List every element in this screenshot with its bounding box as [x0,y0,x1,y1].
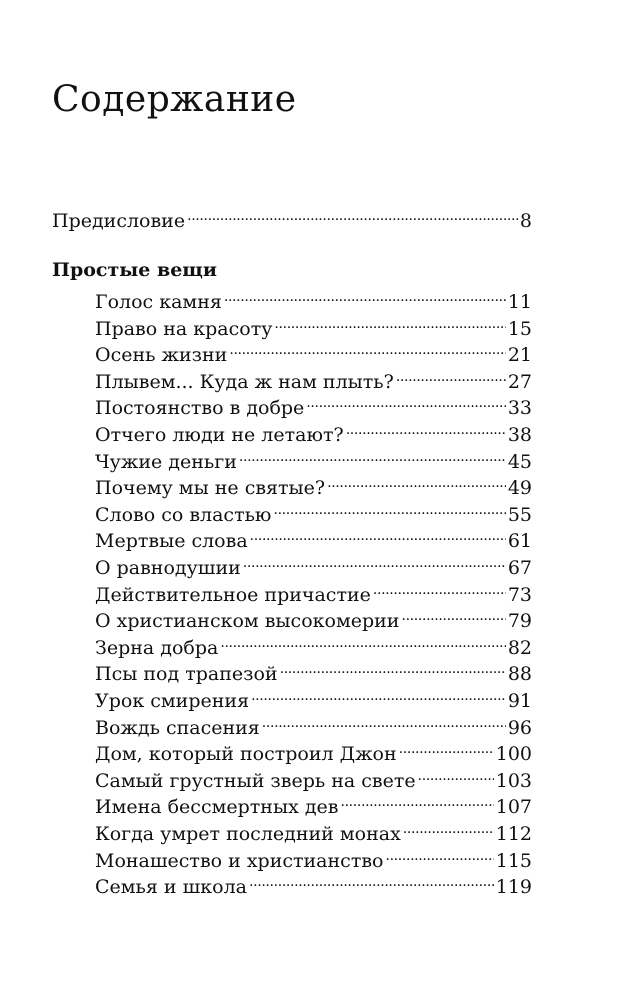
toc-entry-page-number: 100 [495,743,532,766]
dot-leader [262,710,506,734]
dot-leader [399,736,494,760]
toc-entry-page-number: 15 [507,317,532,340]
toc-entry-label: Самый грустный зверь на свете [95,769,416,792]
toc-entry-page-number: 11 [507,291,532,313]
toc-entry-label: Монашество и христианство [95,849,384,872]
dot-leader [385,843,493,867]
toc-entry[interactable] [95,311,532,341]
toc-entry-label: Голос камня [95,291,222,313]
toc-entry-label: Урок смирения [95,690,250,712]
toc-entry-label: О христианском высокомерии [95,610,400,633]
dot-leader [306,390,506,414]
dot-leader [401,603,505,627]
toc-entry-label: Постоянство в добре [95,397,305,420]
toc-entry-label: Имена бессмертных дев [95,796,339,819]
toc-entry-page-number: 49 [507,477,532,500]
toc-entry[interactable] [95,444,532,474]
toc-entry-label: Отчего люди не летают? [95,424,344,446]
toc-entry-page-number: 96 [507,716,532,739]
toc-entry[interactable] [95,789,532,819]
toc-entry-preface[interactable] [52,203,532,233]
toc-entry[interactable] [95,577,532,607]
toc-entry-page-number: 67 [507,557,532,579]
toc-entry[interactable] [95,736,532,766]
toc-entry-page-number: 8 [519,210,532,232]
dot-leader [224,284,506,308]
toc-entry[interactable] [95,603,532,633]
toc-entry-page-number: 112 [495,823,532,845]
toc-entry-label: Действительное причастие [95,583,371,606]
toc-entry-page-number: 107 [495,796,532,819]
toc-entry-label: Почему мы не святые? [95,477,326,500]
toc-entry-page-number: 79 [507,610,532,633]
dot-leader [274,311,505,335]
toc-entry-label: Предисловие [52,210,186,232]
dot-leader [346,417,506,441]
toc-entry[interactable] [95,816,532,846]
dot-leader [187,203,518,227]
toc-entry-label: Осень жизни [95,344,228,367]
toc-entry[interactable] [95,869,532,899]
dot-leader [249,869,494,893]
toc-entry-label: Плывем... Куда ж нам плыть? [95,370,394,393]
toc-entry-page-number: 73 [507,583,532,606]
toc-entry-label: Мертвые слова [95,530,248,553]
toc-entry[interactable] [95,550,532,580]
toc-entry-label: Вождь спасения [95,716,260,739]
dot-leader [250,523,506,547]
toc-entry[interactable] [95,364,532,394]
dot-leader [373,577,506,601]
toc-entry-label: Право на красоту [95,317,273,340]
dot-leader [220,630,505,654]
toc-entry[interactable] [95,683,532,713]
toc-entry-label: Когда умрет последний монах [95,823,401,845]
toc-entry-page-number: 45 [507,450,532,473]
toc-entry-label: Псы под трапезой [95,663,278,686]
toc-entry[interactable] [95,470,532,500]
toc-entry-page-number: 27 [507,370,532,393]
dot-leader [403,816,494,840]
toc-entry[interactable] [95,337,532,367]
toc-entry-label: О равнодушии [95,557,241,579]
toc-entry-page-number: 21 [507,344,532,367]
dot-leader [327,470,506,494]
toc-entry-page-number: 103 [495,769,532,792]
toc-entry-page-number: 115 [495,849,532,872]
toc-entry[interactable] [95,497,532,527]
toc-entry-page-number: 55 [507,503,532,526]
toc-entry[interactable] [95,656,532,686]
toc-entry-page-number: 33 [507,397,532,420]
toc-entry-page-number: 38 [507,424,532,446]
toc-entry-label: Зерна добра [95,636,219,659]
dot-leader [229,337,505,361]
toc-entry[interactable] [95,390,532,420]
toc-entry-page-number: 91 [507,690,532,712]
toc-entry-label: Дом, который построил Джон [95,743,397,766]
dot-leader [239,444,506,468]
page-title: Содержание [52,79,297,120]
toc-entry-label: Чужие деньги [95,450,237,473]
toc-entry[interactable] [95,284,532,314]
toc-entry-label: Семья и школа [95,876,248,899]
toc-entry-page-number: 88 [507,663,532,686]
dot-leader [251,683,506,707]
toc-entry-page-number: 82 [507,636,532,659]
dot-leader [340,789,493,813]
toc-entry[interactable] [95,630,532,660]
toc-entry-label: Слово со властью [95,503,272,526]
dot-leader [273,497,505,521]
toc-entry[interactable] [95,710,532,740]
section-heading: Простые вещи [52,259,217,281]
dot-leader [280,656,506,680]
toc-entry-page-number: 61 [507,530,532,553]
dot-leader [418,763,494,787]
toc-entry[interactable] [95,763,532,793]
dot-leader [396,364,506,388]
toc-entry-page-number: 119 [495,876,532,899]
dot-leader [243,550,506,574]
toc-entry[interactable] [95,523,532,553]
toc-entry[interactable] [95,843,532,873]
toc-entry[interactable] [95,417,532,447]
